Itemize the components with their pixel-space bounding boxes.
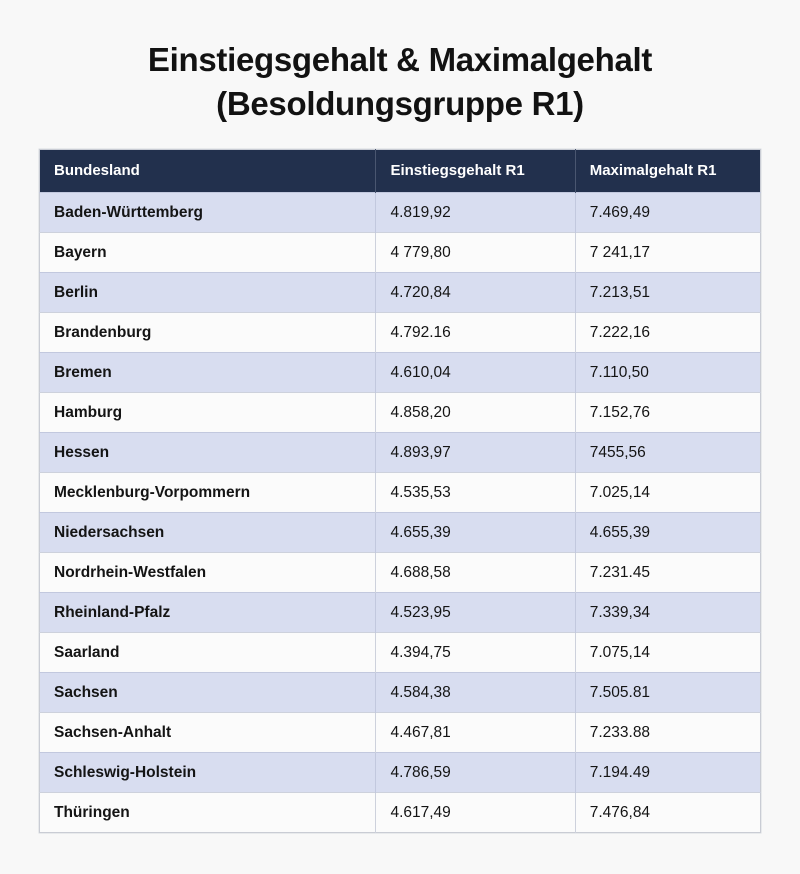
cell-bundesland: Hessen <box>40 433 376 473</box>
cell-bundesland: Thüringen <box>40 793 376 833</box>
table-row <box>40 393 761 433</box>
cell-einstiegsgehalt: 4.617,49 <box>376 793 575 833</box>
cell-einstiegsgehalt: 4.584,38 <box>376 673 575 713</box>
table-row <box>40 553 761 593</box>
cell-einstiegsgehalt: 4.792.16 <box>376 313 575 353</box>
cell-maximalgehalt: 7.339,34 <box>575 593 760 633</box>
cell-bundesland: Saarland <box>40 633 376 673</box>
cell-bundesland: Bayern <box>40 233 376 273</box>
cell-einstiegsgehalt: 4.655,39 <box>376 513 575 553</box>
table-row <box>40 473 761 513</box>
table-row <box>40 673 761 713</box>
cell-maximalgehalt: 7.152,76 <box>575 393 760 433</box>
cell-einstiegsgehalt: 4.688,58 <box>376 553 575 593</box>
salary-table-container <box>39 149 761 833</box>
cell-maximalgehalt: 7.110,50 <box>575 353 760 393</box>
cell-einstiegsgehalt: 4.523,95 <box>376 593 575 633</box>
cell-maximalgehalt: 7.476,84 <box>575 793 760 833</box>
cell-bundesland: Mecklenburg-Vorpommern <box>40 473 376 513</box>
cell-maximalgehalt: 7.231.45 <box>575 553 760 593</box>
cell-einstiegsgehalt: 4.819,92 <box>376 193 575 233</box>
table-row <box>40 753 761 793</box>
cell-bundesland: Hamburg <box>40 393 376 433</box>
table-row <box>40 513 761 553</box>
table-header-row <box>40 150 761 193</box>
cell-einstiegsgehalt: 4.720,84 <box>376 273 575 313</box>
table-row <box>40 713 761 753</box>
cell-bundesland: Bremen <box>40 353 376 393</box>
table-row <box>40 353 761 393</box>
cell-maximalgehalt: 7.222,16 <box>575 313 760 353</box>
cell-maximalgehalt: 7.505.81 <box>575 673 760 713</box>
cell-bundesland: Nordrhein-Westfalen <box>40 553 376 593</box>
table-row <box>40 633 761 673</box>
cell-bundesland: Sachsen <box>40 673 376 713</box>
cell-bundesland: Rheinland-Pfalz <box>40 593 376 633</box>
cell-maximalgehalt: 7.213,51 <box>575 273 760 313</box>
table-row <box>40 273 761 313</box>
page-title-line-1: Einstiegsgehalt & Maximalgehalt <box>147 41 653 78</box>
cell-einstiegsgehalt: 4 779,80 <box>376 233 575 273</box>
cell-bundesland: Niedersachsen <box>40 513 376 553</box>
cell-maximalgehalt: 7.469,49 <box>575 193 760 233</box>
cell-einstiegsgehalt: 4.610,04 <box>376 353 575 393</box>
cell-einstiegsgehalt: 4.394,75 <box>376 633 575 673</box>
cell-maximalgehalt: 7 241,17 <box>575 233 760 273</box>
cell-einstiegsgehalt: 4.893,97 <box>376 433 575 473</box>
cell-bundesland: Berlin <box>40 273 376 313</box>
column-header-bundesland: Bundesland <box>40 150 376 193</box>
cell-einstiegsgehalt: 4.467,81 <box>376 713 575 753</box>
cell-bundesland: Brandenburg <box>40 313 376 353</box>
column-header-einstiegsgehalt: Einstiegsgehalt R1 <box>376 150 575 193</box>
cell-bundesland: Sachsen-Anhalt <box>40 713 376 753</box>
cell-einstiegsgehalt: 4.858,20 <box>376 393 575 433</box>
cell-einstiegsgehalt: 4.535,53 <box>376 473 575 513</box>
cell-einstiegsgehalt: 4.786,59 <box>376 753 575 793</box>
page-title-line-2: (Besoldungsgruppe R1) <box>216 85 584 122</box>
table-header <box>40 150 761 193</box>
cell-maximalgehalt: 7.233.88 <box>575 713 760 753</box>
table-row <box>40 593 761 633</box>
column-header-maximalgehalt: Maximalgehalt R1 <box>575 150 760 193</box>
cell-bundesland: Schleswig-Holstein <box>40 753 376 793</box>
page-title <box>0 0 800 126</box>
cell-bundesland: Baden-Württemberg <box>40 193 376 233</box>
cell-maximalgehalt: 7.025,14 <box>575 473 760 513</box>
cell-maximalgehalt: 7455,56 <box>575 433 760 473</box>
table-row <box>40 193 761 233</box>
cell-maximalgehalt: 7.075,14 <box>575 633 760 673</box>
salary-table <box>39 149 761 833</box>
table-row <box>40 233 761 273</box>
table-row <box>40 793 761 833</box>
table-row <box>40 433 761 473</box>
cell-maximalgehalt: 4.655,39 <box>575 513 760 553</box>
table-body <box>40 193 761 833</box>
cell-maximalgehalt: 7.194.49 <box>575 753 760 793</box>
table-row <box>40 313 761 353</box>
